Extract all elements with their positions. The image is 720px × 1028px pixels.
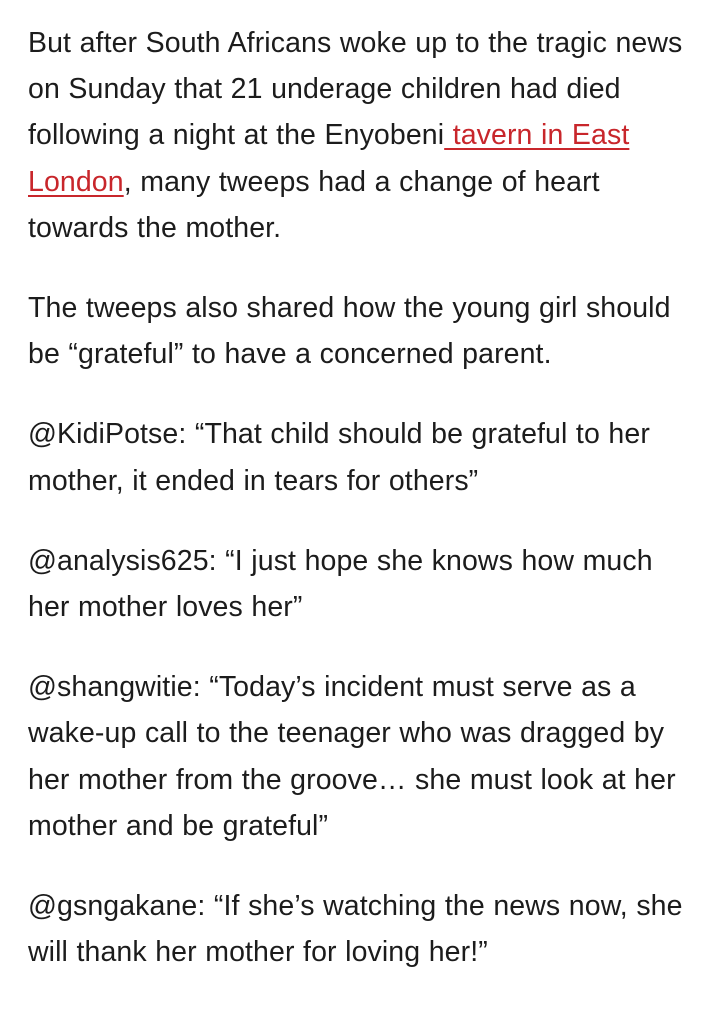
paragraph-intro	[28, 20, 698, 251]
tweet-quote-kidipotse: @KidiPotse: “That child should be grateful to her mother, it ended in tears for others”	[28, 418, 650, 497]
paragraph-intro-text-end: , many tweeps had a change of heart towards the mother.	[28, 165, 600, 244]
tavern-east-london-link[interactable]: tavern in East London	[28, 119, 630, 198]
paragraph-tweeps: The tweeps also shared how the young girl should be “grateful” to have a concerned parent.	[28, 292, 671, 371]
tweet-quote-shangwitie: @shangwitie: “Today’s incident must serve as a wake-up call to the teenager who was dragged by her mother from the groove… she must look at her mother and be grateful”	[28, 671, 676, 842]
tweet-quote-gsngakane: @gsngakane: “If she’s watching the news now, she will thank her mother for loving her!”	[28, 890, 683, 969]
tweet-quote-analysis625: @analysis625: “I just hope she knows how much her mother loves her”	[28, 544, 653, 624]
article-body	[28, 20, 698, 975]
paragraph-intro-text: But after South Africans woke up to the tragic news on Sunday that 21 underage children had died following a night at the Enyobeni	[28, 27, 683, 152]
